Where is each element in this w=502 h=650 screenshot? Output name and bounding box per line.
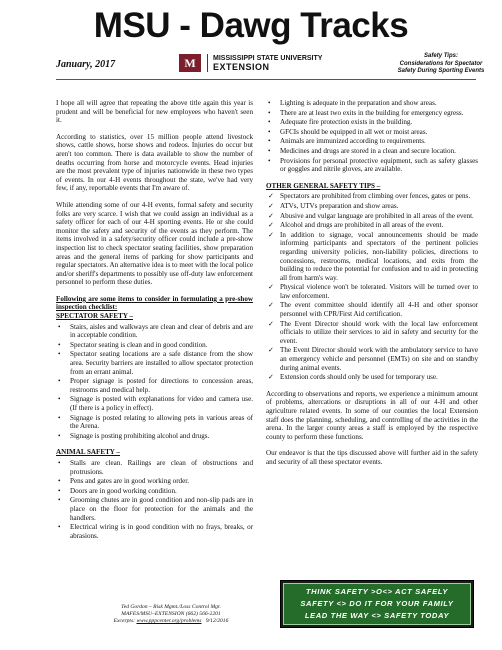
slogan-line: SAFETY <> DO IT FOR YOUR FAMILY bbox=[300, 599, 454, 608]
list-item: • Signage is posting prohibiting alcohol and drugs. bbox=[58, 431, 210, 440]
list-item: ✓ Spectators are prohibited from climbing over fences, gates or pens. bbox=[268, 192, 471, 201]
bullet-icon: • bbox=[268, 118, 271, 127]
general-safety-heading: OTHER GENERAL SAFETY TIPS – bbox=[266, 181, 381, 190]
safety-tips-subtitle bbox=[386, 53, 496, 76]
checklist-heading: Following are some items to consider in formulating a pre-show inspection checklist: bbox=[56, 294, 253, 312]
tips-line-3: Safety During Sporting Events bbox=[397, 68, 485, 74]
closing-paragraph: Our endeavor is that the tips discussed above will further aid in the safety and security of all these spectator events. bbox=[266, 449, 478, 466]
bullet-icon: • bbox=[58, 523, 61, 532]
checkmark-icon: ✓ bbox=[268, 201, 274, 210]
bullet-icon: • bbox=[268, 108, 271, 117]
list-item: ✓ Physical violence won't be tolerated. Visitors will be turned over to law enforcement. bbox=[268, 283, 478, 300]
intro-paragraph: I hope all will agree that repeating the above title again this year is prudent and will be beneficial for new employees who haven't seen it. bbox=[56, 99, 253, 125]
list-item: • Lighting is adequate in the preparation and show areas. bbox=[268, 99, 437, 107]
tips-line-1: Safety Tips: bbox=[424, 53, 458, 59]
source-date: 9/12/2016 bbox=[205, 618, 229, 624]
bullet-icon: • bbox=[268, 156, 271, 165]
bullet-icon: • bbox=[58, 350, 61, 359]
bullet-icon: • bbox=[58, 486, 61, 495]
list-item: • Grooming chutes are in good condition and non-slip pads are in place on the floor for protection for the animals and the handlers. bbox=[58, 496, 253, 522]
list-item: ✓ The event committee should identify all 4-H and other sponsor personnel with CPR/First Aid certification. bbox=[268, 301, 478, 319]
list-item: • Signage is posted with explanations for video and camera use. (If there is a policy in effect). bbox=[58, 395, 253, 412]
bullet-icon: • bbox=[58, 322, 61, 331]
list-item: • Electrical wiring is in good condition with no frays, breaks, or abrasions. bbox=[58, 523, 253, 540]
bullet-icon: • bbox=[268, 146, 271, 155]
logo-university-name: MISSISSIPPI STATE UNIVERSITY bbox=[213, 55, 323, 62]
bullet-icon: • bbox=[268, 137, 271, 146]
list-item: • Provisions for personal protective equipment, such as safety glasses or goggles and nitrile gloves, are available. bbox=[268, 156, 478, 174]
list-item: ✓ The Event Director should work with the local law enforcement officials to utilize their services to aid in safety and security for the event. bbox=[268, 319, 478, 345]
spectator-safety-list bbox=[56, 323, 253, 441]
list-item: • Stairs, aisles and walkways are clean and clear of debris and are in acceptable condition. bbox=[58, 322, 253, 340]
checkmark-icon: ✓ bbox=[268, 373, 274, 382]
animal-safety-list bbox=[56, 459, 253, 540]
bullet-icon: • bbox=[58, 496, 61, 505]
checkmark-icon: ✓ bbox=[268, 301, 274, 310]
msu-extension-logo bbox=[178, 53, 322, 73]
list-item: ✓ In addition to signage, vocal announcements should be made informing participants and spectators of the pertinent policies regarding university policies, non-liability policies, directions to concessions, restrooms, medical locations, and exits from the building to reduce the potential for confusion and to aid in protecting all from harm's way. bbox=[268, 230, 478, 282]
list-item: ✓ Extension cords should only be used for temporary use. bbox=[268, 373, 438, 382]
checkmark-icon: ✓ bbox=[268, 346, 274, 355]
slogan-line: LEAD THE WAY <> SAFETY TODAY bbox=[304, 611, 450, 620]
left-column bbox=[56, 99, 253, 548]
bullet-icon: • bbox=[58, 431, 61, 440]
bullet-icon: • bbox=[58, 340, 61, 349]
checkmark-icon: ✓ bbox=[268, 211, 274, 220]
bullet-icon: • bbox=[58, 377, 61, 386]
animal-safety-heading: ANIMAL SAFETY – bbox=[56, 448, 120, 457]
list-item: • Spectator seating locations are a safe distance from the show area. Security barriers are installed to allow spectator protection from an errant animal. bbox=[58, 350, 253, 376]
bullet-icon: • bbox=[58, 458, 61, 467]
newsletter-title: MSU - Dawg Tracks bbox=[93, 6, 409, 45]
checkmark-icon: ✓ bbox=[268, 283, 274, 292]
list-item: • Proper signage is posted for directions to concession areas, restrooms and medical help. bbox=[58, 377, 253, 394]
right-column bbox=[266, 99, 478, 475]
checkmark-icon: ✓ bbox=[268, 192, 274, 201]
closing-paragraph: According to observations and reports, we experience a minimum amount of problems, altercations or disruptions in all of our 4-H and other agriculture related events. In some of our counties the local Extension staff does the planning, scheduling, and controlling of the activities in the arena. In the larger county areas a staff is employed by the respective county to perform these functions. bbox=[266, 389, 478, 441]
facility-safety-list bbox=[266, 99, 478, 174]
msu-logo-icon bbox=[178, 53, 202, 73]
checkmark-icon: ✓ bbox=[268, 230, 274, 239]
issue-date: January, 2017 bbox=[56, 59, 116, 70]
list-item: • Stalls are clean. Railings are clean of obstructions and protrusions. bbox=[58, 458, 253, 476]
general-safety-list bbox=[266, 192, 478, 381]
author-signature bbox=[96, 604, 246, 625]
logo-extension: EXTENSION bbox=[213, 62, 270, 72]
list-item: • Pens and gates are in good working order. bbox=[58, 477, 189, 486]
tips-line-2: Considerations for Spectator bbox=[399, 60, 483, 67]
spectator-safety-heading: SPECTATOR SAFETY – bbox=[56, 312, 133, 321]
safety-slogan-banner bbox=[280, 580, 474, 628]
list-item: • Signage is posted relating to allowing pets in various areas of the Arena. bbox=[58, 413, 253, 431]
list-item: • GFCIs should be equipped in all wet or moist areas. bbox=[268, 127, 428, 136]
intro-paragraph: According to statistics, over 15 million people attend livestock shows, cattle shows, horse shows and rodeos. Injuries do occur but aren't too common. There is data available to show the number of deaths occurring from horse and motorcycle events. Head injuries are the most prevalent type of injuries nationwide in these two types of events. In our 4-H events throughout the state, we've had very few, if any, reportable events that I'm aware of. bbox=[56, 132, 253, 193]
list-item: • There are at least two exits in the building for emergency egress. bbox=[268, 108, 464, 117]
checkmark-icon: ✓ bbox=[268, 221, 274, 230]
list-item: ✓ Abusive and vulgar language are prohibited in all areas of the event. bbox=[268, 211, 474, 220]
intro-paragraph: While attending some of our 4-H events, formal safety and security folks are very scarce. I wish that we could assign an individual as a safety officer for each of our 4-H sporting events. He or she could monitor the safety and security of the events as they perform. The items involved in a safety/security officer could include a pre-show inspection list to check spectator seating facilities, show preparation areas and the general items of parking for show participants and regular spectators. An alternative idea is to meet with the local police and/or sheriff's departments to possibly use off-duty law enforcement personnel to perform these duties. bbox=[56, 200, 253, 287]
slogan-line: THINK SAFETY >O<> ACT SAFELY bbox=[305, 587, 449, 596]
list-item: ✓ The Event Director should work with the ambulatory service to have an emergency vehicle and personnel (EMTs) on site and on standby during animal events. bbox=[268, 346, 478, 372]
author-name: Ted Gordon – Risk Mgmt./Loss Control Mgr. bbox=[121, 604, 221, 610]
bullet-icon: • bbox=[58, 413, 61, 422]
excerpts-label: Excerpts: bbox=[113, 618, 137, 624]
author-contact: MAFES/MSU–EXTENSION (662) 566-2201 bbox=[121, 611, 221, 617]
header-divider bbox=[56, 79, 476, 80]
list-item: ✓ ATVs, UTVs preparation and show areas. bbox=[268, 201, 399, 210]
checkmark-icon: ✓ bbox=[268, 319, 274, 328]
list-item: • Doors are in good working condition. bbox=[58, 486, 177, 495]
bullet-icon: • bbox=[268, 99, 271, 107]
svg-text:M: M bbox=[184, 56, 196, 70]
bullet-icon: • bbox=[58, 395, 61, 404]
list-item: • Medicines and drugs are stored in a clean and secure location. bbox=[268, 146, 456, 155]
list-item: • Spectator seating is clean and in good condition. bbox=[58, 340, 208, 349]
source-link[interactable]: www.pppcenter.org/problems bbox=[136, 618, 202, 624]
list-item: • Adequate fire protection exists in the building. bbox=[268, 118, 413, 127]
bullet-icon: • bbox=[58, 477, 61, 486]
list-item: ✓ Alcohol and drugs are prohibited in all areas of the event. bbox=[268, 221, 444, 230]
bullet-icon: • bbox=[268, 127, 271, 136]
list-item: • Animals are immunized according to requirements. bbox=[268, 137, 426, 146]
